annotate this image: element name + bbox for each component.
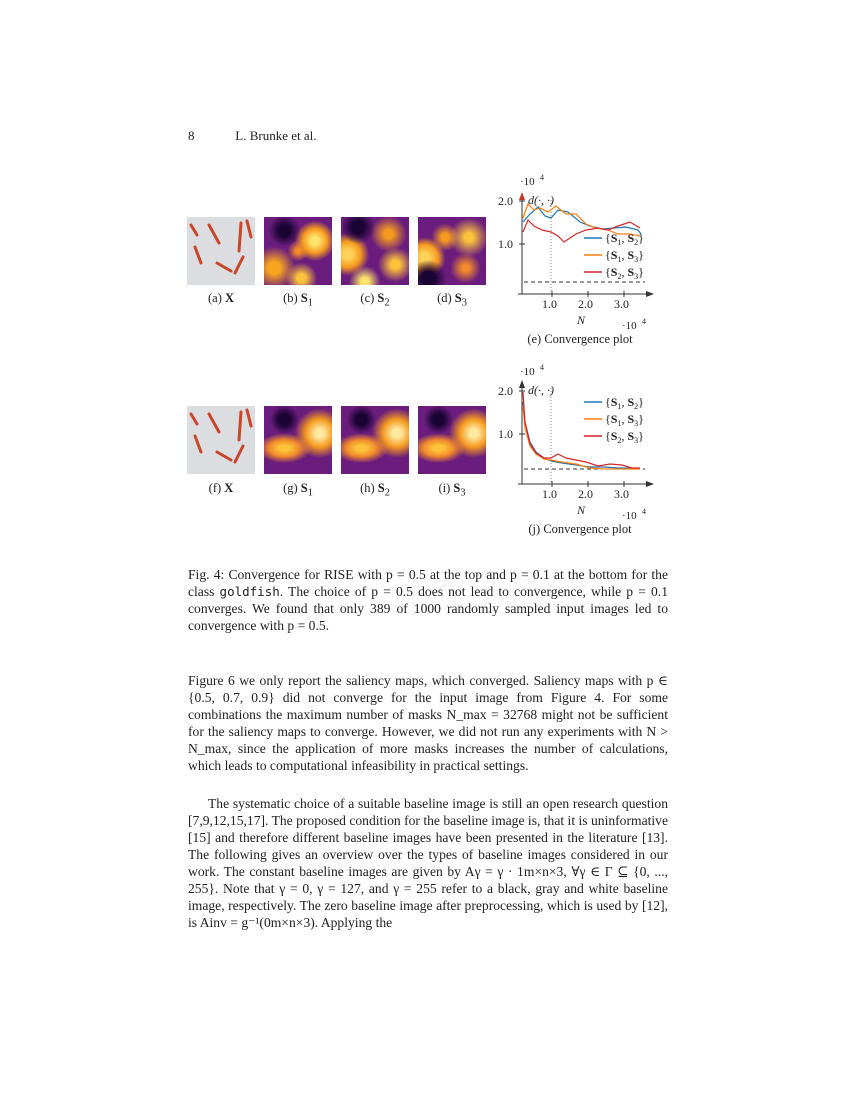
subcaption-i: (i) $S_3$ — [438, 481, 466, 499]
page-header — [188, 128, 316, 144]
subcaption-b: (b) $S_1$ — [283, 291, 313, 309]
class-name: goldfish — [219, 584, 280, 599]
saliency-map-s1-bottom — [264, 406, 332, 474]
svg-text:{S1, S2}: {$S_1$, $S_2$} — [605, 395, 644, 411]
svg-text:·10: ·10 — [520, 176, 535, 188]
svg-text:3.0: 3.0 — [614, 487, 629, 501]
svg-text:3.0: 3.0 — [614, 297, 629, 311]
convergence-plot-e — [490, 172, 670, 336]
svg-text:4: 4 — [540, 363, 544, 372]
svg-text:1.0: 1.0 — [542, 297, 557, 311]
svg-text:1.0: 1.0 — [498, 427, 513, 441]
saliency-map-s1-top — [264, 217, 332, 285]
svg-text:{S1, S3}: {$S_1$, $S_3$} — [605, 412, 644, 428]
running-authors: L. Brunke et al. — [235, 128, 317, 143]
subcaption-c: (c) $S_2$ — [360, 291, 390, 309]
svg-text:·10: ·10 — [622, 510, 637, 522]
legend-s2-s3: {$S_2$, $S_3$} — [605, 265, 644, 281]
saliency-map-s3-top — [418, 217, 486, 285]
saliency-map-s3-bottom — [418, 406, 486, 474]
svg-text:·10: ·10 — [520, 366, 535, 378]
svg-text:{S2, S3}: {$S_2$, $S_3$} — [605, 429, 644, 445]
subcaption-h: (h) $S_2$ — [360, 481, 390, 499]
input-image-goldfish-top — [187, 217, 255, 285]
svg-text:1.0: 1.0 — [542, 487, 557, 501]
input-image-goldfish-bottom — [187, 406, 255, 474]
svg-text:N: N — [577, 503, 586, 517]
plot-caption-e: (e) Convergence plot — [527, 332, 633, 346]
svg-text:2.0: 2.0 — [578, 487, 593, 501]
plot-caption-j: (j) Convergence plot — [528, 522, 632, 536]
saliency-map-s2-bottom — [341, 406, 409, 474]
caption-prefix: Fig. 4: — [188, 567, 225, 582]
figure-caption: Fig. 4: Convergence for RISE with p = 0.5 at the top and p = 0.1 at the bottom for the class goldfish. The choice of p = 0.5 does not lead to convergence, while p = 0.1 converges. We found that only 389 of 1000 randomly sampled input images led to convergence with p = 0.5. — [188, 567, 669, 633]
subcaption-a: (a) X — [207, 291, 235, 305]
subcaption-d: (d) $S_3$ — [437, 291, 467, 309]
legend-s1-s2: {$S_1$, $S_2$} — [605, 231, 644, 247]
page-number: 8 — [188, 128, 195, 143]
subcaption-g: (g) $S_1$ — [283, 481, 313, 499]
svg-text:4: 4 — [540, 173, 544, 182]
svg-text:4: 4 — [642, 507, 646, 516]
svg-text:2.0: 2.0 — [498, 384, 513, 398]
subcaption-f: (f) X — [208, 481, 234, 495]
svg-text:·10: ·10 — [622, 320, 637, 332]
goldfish-image — [187, 406, 255, 474]
svg-text:4: 4 — [642, 317, 646, 326]
svg-text:2.0: 2.0 — [578, 297, 593, 311]
svg-text:d(·, ·): d(·, ·) — [528, 193, 554, 207]
svg-text:2.0: 2.0 — [498, 194, 513, 208]
svg-text:d(·, ·): d(·, ·) — [528, 383, 554, 397]
goldfish-image — [187, 217, 255, 285]
legend-s1-s3: {$S_1$, $S_3$} — [605, 248, 644, 264]
saliency-map-s2-top — [341, 217, 409, 285]
body-paragraph-1: Figure 6 we only report the saliency maps, which converged. Saliency maps with p ∈ {0.5, 0.7, 0.9} did not converge for the input image from Figure 4. For some combinations the maximum number of masks N_max = 32768 might not be sufficient for the saliency maps to converge. However, we did not run any experiments with N > N_max, since the application of more masks increases the number of calculations, which leads to computational infeasibility in practical settings. — [188, 673, 668, 773]
body-paragraph-2: The systematic choice of a suitable baseline image is still an open research question [7,9,12,15,17]. The proposed condition for the baseline image is, that it is uninformative [15] and therefore different baseline images have been presented in the literature [13]. The following gives an overview over the types of baseline images considered in our work. The constant baseline images are given by Aγ = γ · 1m×n×3, ∀γ ∈ Γ ⊆ {0, ..., 255}. Note that γ = 0, γ = 127, and γ = 255 refer to a black, gray and white baseline image, respectively. The zero baseline image after preprocessing, which is used by [12], is Ainv = g⁻¹(0m×n×3). Applying the — [188, 796, 668, 930]
svg-text:N: N — [577, 313, 586, 327]
svg-text:1.0: 1.0 — [498, 237, 513, 251]
convergence-plot-j — [490, 362, 670, 526]
